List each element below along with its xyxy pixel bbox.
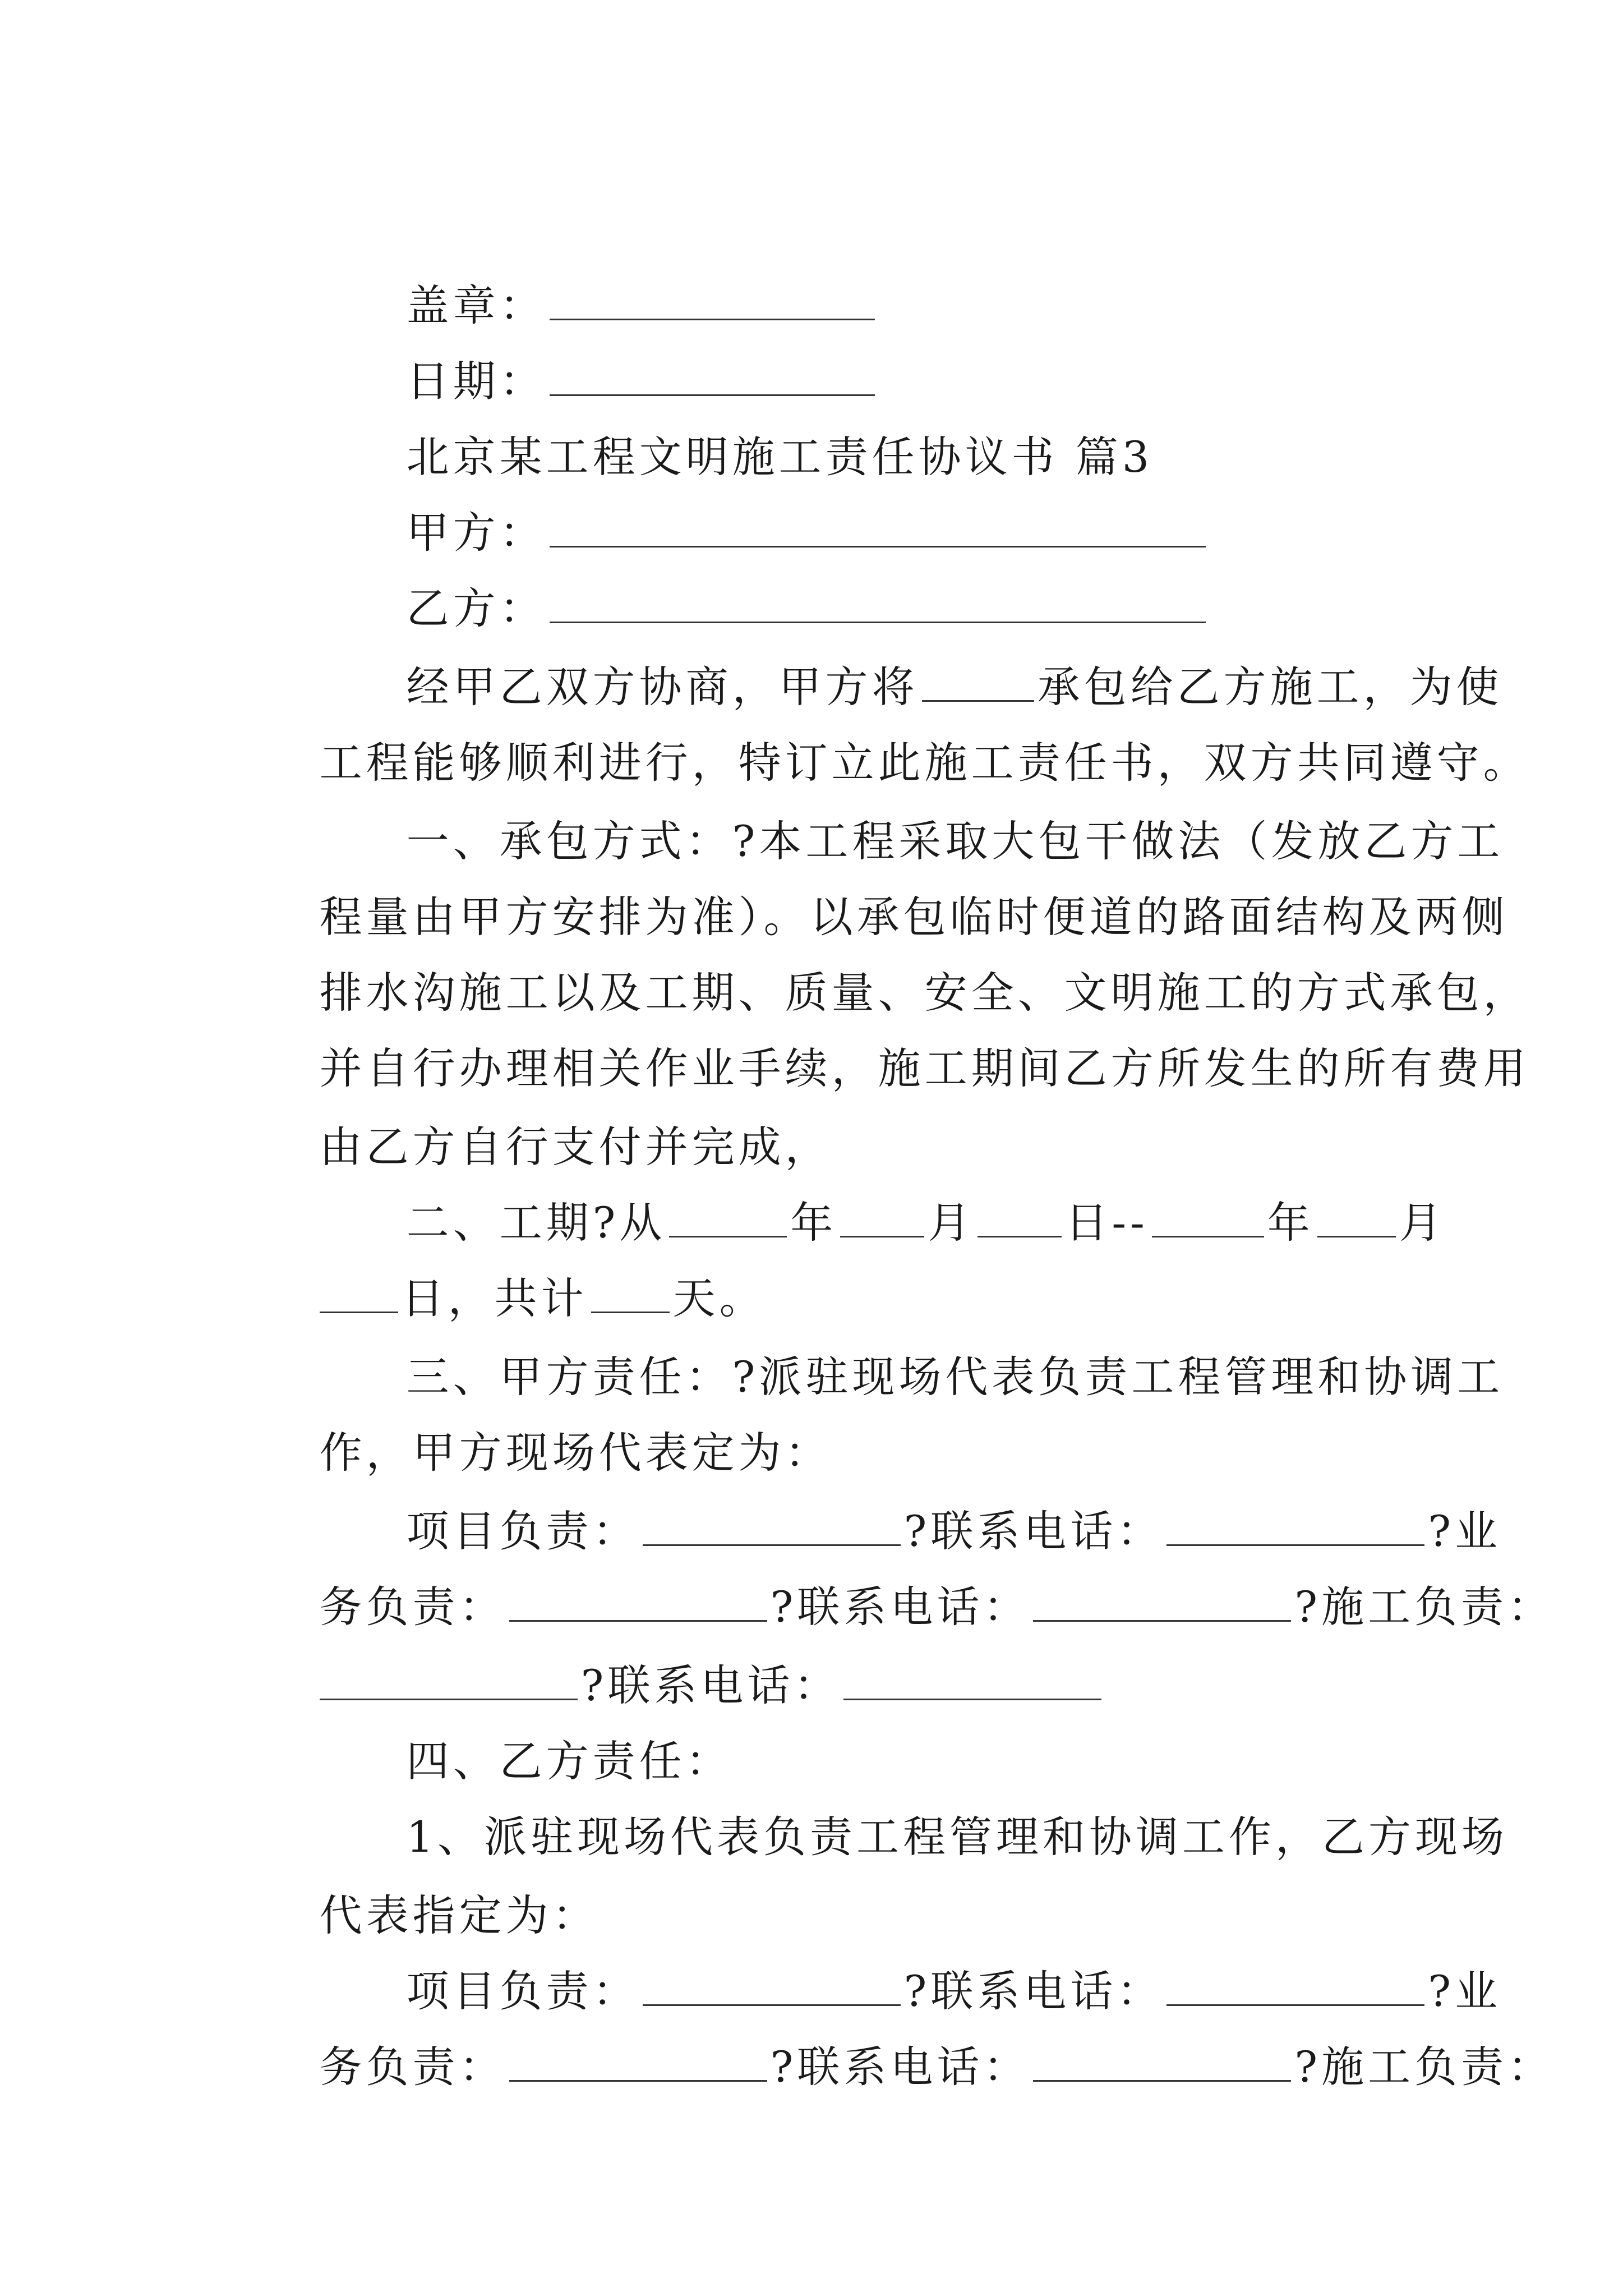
end-year-blank[interactable] <box>1152 1235 1264 1237</box>
phone-blank[interactable] <box>843 1697 1101 1700</box>
paragraph-line: 排水沟施工以及工期、质量、安全、文明施工的方式承包， <box>319 968 1530 1018</box>
paragraph-line: 代表指定为： <box>319 1890 599 1940</box>
paragraph-line: 并自行办理相关作业手续，施工期间乙方所发生的所有费用 <box>319 1043 1530 1093</box>
party-a-contacts: 项目负责： ?联系电话： ?业 <box>406 1506 1502 1556</box>
clause-3: 三、甲方责任：?派驻现场代表负责工程管理和协调工 <box>406 1352 1504 1402</box>
phone-blank[interactable] <box>1033 2079 1291 2082</box>
end-month-blank[interactable] <box>1317 1235 1396 1237</box>
start-day-blank[interactable] <box>978 1235 1062 1237</box>
party-b-contacts: 项目负责： ?联系电话： ?业 <box>406 1966 1502 2016</box>
date-line: 日期： <box>336 289 878 474</box>
paragraph-line: 工程能够顺利进行，特订立此施工责任书，双方共同遵守。 <box>319 738 1530 788</box>
clause-4: 四、乙方责任： <box>406 1736 732 1786</box>
paragraph-line: 程量由甲方安排为准）。以承包临时便道的路面结构及两侧 <box>319 892 1509 942</box>
clause-2: 二、工期?从 年 月 日-- 年 月 <box>406 1198 1446 1248</box>
paragraph-line: 作，甲方现场代表定为： <box>319 1428 832 1478</box>
paragraph-line: 日，共计 天。 <box>250 1206 766 1391</box>
section-title: 北京某工程文明施工责任协议书 篇3 <box>406 432 1154 482</box>
party-b-line: 乙方： <box>336 516 1209 701</box>
start-month-blank[interactable] <box>840 1235 924 1237</box>
party-b-contacts: 务负责： ?联系电话： ?施工负责： <box>319 2042 1555 2092</box>
seal-line: 盖章： <box>336 213 878 398</box>
paragraph-line: 由乙方自行支付并完成， <box>319 1122 832 1172</box>
party-a-contacts: 务负责： ?联系电话： ?施工负责： <box>319 1582 1555 1632</box>
clause-1: 一、承包方式：?本工程采取大包干做法（发放乙方工 <box>406 816 1504 866</box>
party-a-contacts: ?联系电话： <box>250 1593 1105 1778</box>
party-a-line: 甲方： <box>336 440 1209 625</box>
business-lead-blank[interactable] <box>509 2079 767 2082</box>
paragraph-line: 经甲乙双方协商，甲方将 承包给乙方施工，为使 <box>406 662 1503 712</box>
paragraph-line: 1、派驻现场代表负责工程管理和协调工作，乙方现场 <box>406 1812 1508 1862</box>
